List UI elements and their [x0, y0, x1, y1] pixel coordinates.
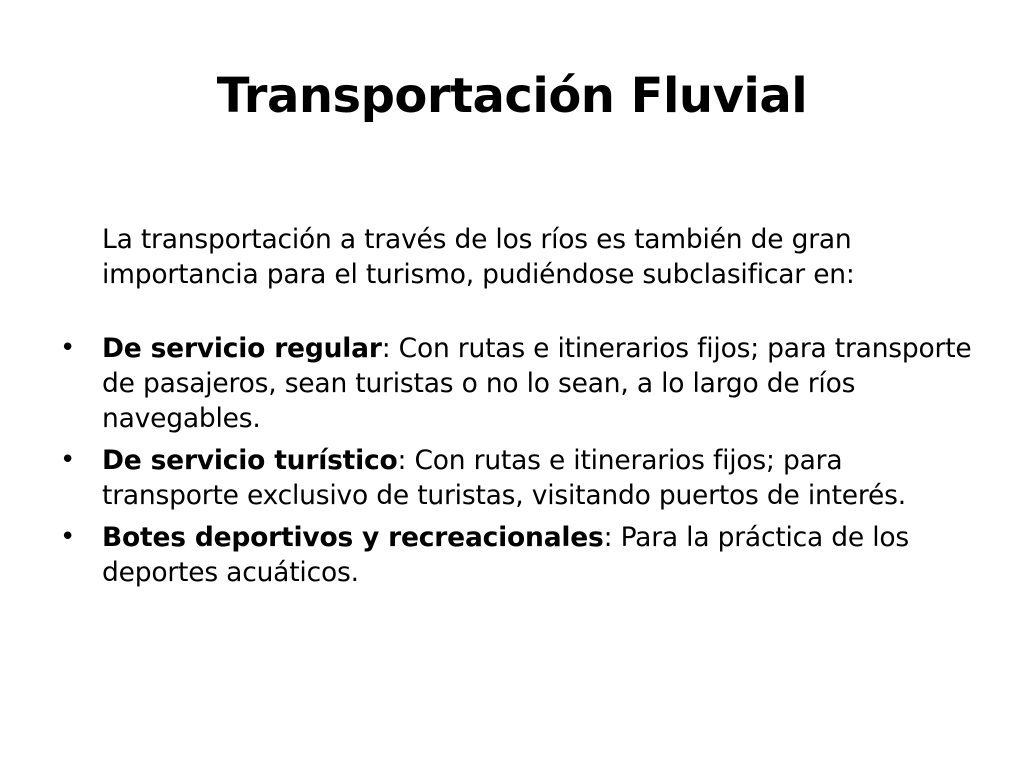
bullet-item-servicio-regular	[56, 331, 976, 436]
bullet-text: : Con rutas e itinerarios fijos; para transporte de pasajeros, sean turistas o no lo sean, a lo largo de ríos navegables.	[102, 333, 972, 434]
bullet-icon: •	[60, 333, 76, 363]
bullet-term: De servicio regular	[102, 333, 382, 364]
bullet-item-servicio-turistico	[56, 443, 976, 513]
intro-paragraph: La transportación a través de los ríos es también de gran importancia para el turismo, pudiéndose subclasificar en:	[102, 224, 855, 290]
slide-title: Transportación Fluvial	[216, 68, 808, 124]
slide-body	[56, 222, 976, 597]
bullet-text: : Para la práctica de los deportes acuáticos.	[102, 522, 910, 588]
bullet-list	[56, 331, 976, 590]
bullet-term: Botes deportivos y recreacionales	[102, 522, 604, 553]
bullet-icon: •	[60, 522, 76, 552]
bullet-icon: •	[60, 445, 76, 475]
bullet-item-botes-deportivos	[56, 520, 976, 590]
bullet-text: : Con rutas e itinerarios fijos; para transporte exclusivo de turistas, visitando puertos de interés.	[102, 445, 906, 511]
bullet-term: De servicio turístico	[102, 445, 398, 476]
